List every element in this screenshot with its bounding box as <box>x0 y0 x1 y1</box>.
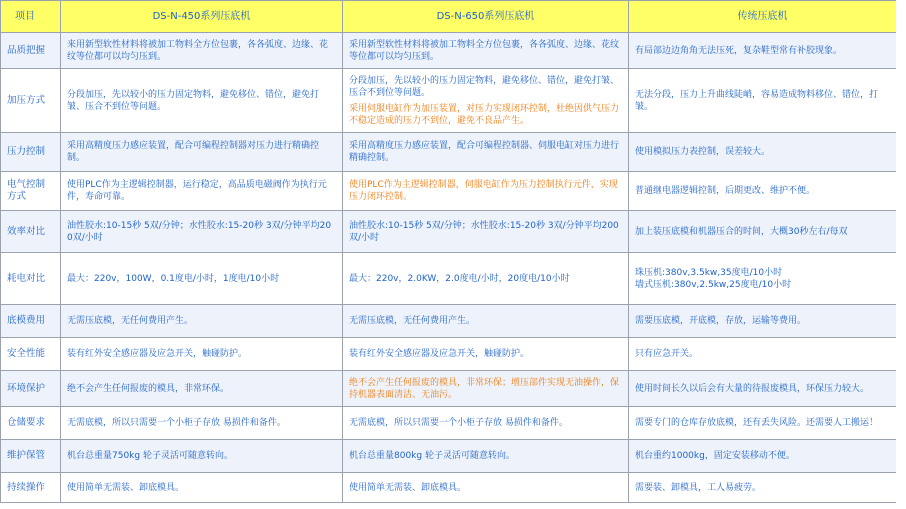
row-label: 压力控制 <box>1 133 61 172</box>
cell-text: 分段加压，先以较小的压力固定物料，避免移位、错位，避免打皱、压合不到位等问题。 <box>349 75 620 98</box>
header-ds-n-650: DS-N-650系列压底机 <box>343 1 629 33</box>
row-label: 底模费用 <box>1 305 61 338</box>
cell-text: 分段加压，先以较小的压力固定物料，避免移位、错位，避免打皱、压合不到位等问题。 <box>67 89 320 112</box>
table-row <box>1 338 897 371</box>
cell-text: 使用简单无需装、卸底模具。 <box>67 482 185 493</box>
cell-ds-n-650 <box>343 133 629 172</box>
cell-text: 使用PLC作为主逻辑控制器，运行稳定，高品质电磁阀作为执行元件，寿命可靠。 <box>67 180 327 202</box>
row-label: 环境保护 <box>1 371 61 407</box>
cell-text: 机台总重量800kg 轮子灵活可随意转向。 <box>349 451 515 461</box>
table-row <box>1 69 897 133</box>
cell-text: 油性胶水:10-15秒 5双/分钟；水性胶水:15-20秒 3双/分钟平均200双/小时 <box>67 220 332 243</box>
table-header-row <box>1 1 897 33</box>
cell-text: 油性胶水:10-15秒 5双/分钟；水性胶水:15-20秒 3双/分钟平均200双/小时 <box>349 220 619 243</box>
cell-text: 加上装压底模和机器压合的时间，大概30秒左右/每双 <box>635 226 848 237</box>
table-row <box>1 133 897 172</box>
table-row <box>1 305 897 338</box>
cell-ds-n-650 <box>343 473 629 503</box>
cell-text: 机台重约1000kg，固定安装移动不便。 <box>635 451 795 461</box>
cell-text: 无需压底模，无任何费用产生。 <box>67 316 194 326</box>
cell-ds-n-650 <box>343 211 629 253</box>
cell-ds-n-650 <box>343 33 629 69</box>
cell-ds-n-650 <box>343 69 629 133</box>
row-label: 加压方式 <box>1 69 61 133</box>
cell-text: 无法分段，压力上升曲线陡峭，容易造成物料移位、错位，打皱。 <box>635 89 879 112</box>
cell-text: 最大：220v，100W，0.1度电/小时，1度电/10小时 <box>67 273 280 284</box>
cell-ds-n-450 <box>61 407 343 440</box>
cell-ds-n-650 <box>343 338 629 371</box>
cell-text-highlight: 绝不会产生任何报废的模具，非常环保；增压部件实现无油操作，保持机器表面清洁、无油污。 <box>349 377 620 400</box>
row-label: 效率对比 <box>1 211 61 253</box>
cell-text: 机台总重量750kg 轮子灵活可随意转向。 <box>67 451 233 461</box>
cell-text: 需要装、卸模具，工人易疲劳。 <box>635 482 762 493</box>
cell-text: 使用简单无需装、卸底模具。 <box>349 482 467 493</box>
table-row <box>1 371 897 407</box>
table-row <box>1 440 897 473</box>
cell-text-highlight: 采用伺服电缸作为加压装置，对压力实现闭环控制，杜绝因供气压力不稳定造成的压力不到位，避免不良品产生。 <box>349 103 620 126</box>
cell-ds-n-450 <box>61 338 343 371</box>
cell-traditional <box>629 440 897 473</box>
cell-text: 来用新型软性材料将被加工物料全方位包裹，各各弧度、边缘、花纹等位都可以均匀压到。 <box>67 39 329 62</box>
cell-ds-n-450 <box>61 133 343 172</box>
cell-text: 墙式压机:380v,2.5kw,25度电/10小时 <box>635 279 792 290</box>
table-row <box>1 473 897 503</box>
cell-ds-n-450 <box>61 305 343 338</box>
cell-ds-n-650 <box>343 407 629 440</box>
cell-text: 采用高精度压力感应装置，配合可编程控制器、伺服电缸对压力进行精确控制。 <box>349 141 620 163</box>
cell-text: 使用模拟压力表控制，误差较大。 <box>635 147 771 157</box>
cell-traditional <box>629 371 897 407</box>
cell-ds-n-450 <box>61 211 343 253</box>
table-row <box>1 172 897 211</box>
row-label: 仓储要求 <box>1 407 61 440</box>
cell-text: 装有红外安全感应器及应急开关，触碰防护。 <box>67 349 248 359</box>
cell-text: 绝不会产生任何报废的模具，非常环保。 <box>67 383 230 394</box>
cell-ds-n-450 <box>61 473 343 503</box>
table-row <box>1 211 897 253</box>
cell-text: 需要压底模，开底模，存放，运输等费用。 <box>635 316 807 326</box>
row-label: 品质把握 <box>1 33 61 69</box>
cell-traditional <box>629 33 897 69</box>
cell-ds-n-650 <box>343 371 629 407</box>
header-traditional: 传统压底机 <box>629 1 897 33</box>
cell-traditional <box>629 338 897 371</box>
cell-traditional <box>629 253 897 305</box>
cell-ds-n-650 <box>343 253 629 305</box>
cell-traditional <box>629 172 897 211</box>
row-label: 维护保管 <box>1 440 61 473</box>
cell-ds-n-450 <box>61 371 343 407</box>
cell-text-highlight: 使用PLC作为主逻辑控制器，伺服电缸作为压力控制执行元件，实现压力闭环控制。 <box>349 180 618 202</box>
cell-text: 装有红外安全感应器及应急开关，触碰防护。 <box>349 349 530 359</box>
table-row <box>1 253 897 305</box>
cell-text: 需要专门的仓库存放底模，还有丢失风险。还需要人工搬运！ <box>635 418 879 428</box>
cell-ds-n-650 <box>343 305 629 338</box>
header-ds-n-450: DS-N-450系列压底机 <box>61 1 343 33</box>
cell-text: 无需底模，所以只需要一个小柜子存放 易损件和备件。 <box>67 418 286 428</box>
cell-ds-n-450 <box>61 33 343 69</box>
cell-ds-n-450 <box>61 440 343 473</box>
cell-text: 最大：220v，2.0KW，2.0度电/小时，20度电/10小时 <box>349 273 570 284</box>
cell-text: 采用高精度压力感应装置，配合可编程控制器对压力进行精确控制。 <box>67 141 320 163</box>
cell-traditional <box>629 305 897 338</box>
cell-text: 珠压机:380v,3.5kw,35度电/10小时 <box>635 267 783 278</box>
cell-text: 无需压底模，无任何费用产生。 <box>349 316 476 326</box>
cell-ds-n-450 <box>61 253 343 305</box>
cell-text: 普通继电器逻辑控制，后期更改、维护不便。 <box>635 186 816 196</box>
cell-traditional <box>629 133 897 172</box>
row-label: 电气控制方式 <box>1 172 61 211</box>
cell-ds-n-650 <box>343 440 629 473</box>
cell-traditional <box>629 69 897 133</box>
row-label: 耗电对比 <box>1 253 61 305</box>
row-label: 安全性能 <box>1 338 61 371</box>
cell-ds-n-450 <box>61 69 343 133</box>
cell-traditional <box>629 407 897 440</box>
cell-traditional <box>629 211 897 253</box>
table-row <box>1 407 897 440</box>
cell-text: 只有应急开关。 <box>635 349 699 359</box>
cell-text: 有局部边边角角无法压死，复杂鞋型常有补胶现象。 <box>635 45 843 56</box>
cell-ds-n-650 <box>343 172 629 211</box>
row-label: 持续操作 <box>1 473 61 503</box>
cell-text: 无需底模，所以只需要一个小柜子存放 易损件和备件。 <box>349 418 568 428</box>
cell-text: 采用新型软性材料将被加工物料全方位包裹，各各弧度、边缘、花纹等位都可以均匀压到。 <box>349 39 620 62</box>
cell-traditional <box>629 473 897 503</box>
cell-text: 使用时间长久以后会有大量的待报废模具，环保压力较大。 <box>635 383 870 394</box>
header-item: 项目 <box>1 1 61 33</box>
cell-ds-n-450 <box>61 172 343 211</box>
table-row <box>1 33 897 69</box>
